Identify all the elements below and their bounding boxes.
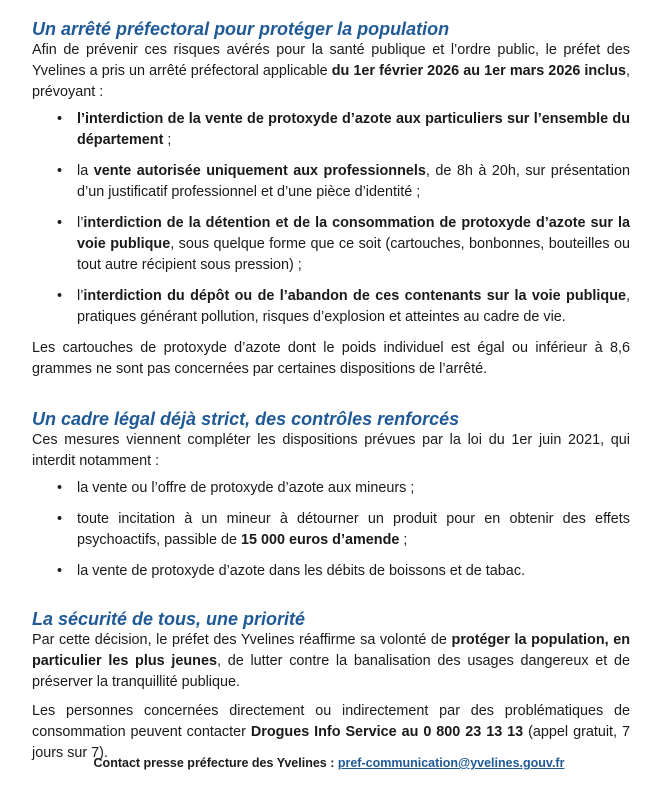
press-contact — [0, 756, 658, 770]
bullet-icon: • — [57, 288, 63, 304]
section-title-securite: La sécurité de tous, une priorité — [32, 609, 306, 629]
list-item: • l’interdiction de la vente de protoxyde d’azote aux particuliers sur l’ensemble du département ; — [57, 111, 630, 148]
section-securite — [32, 608, 630, 764]
list-item: • l’interdiction du dépôt ou de l’abandon de ces contenants sur la voie publique, pratiques générant pollution, risques d’explosion et atteintes au cadre de vie. — [57, 288, 630, 325]
section-title-cadre-legal: Un cadre légal déjà strict, des contrôles renforcés — [32, 409, 460, 429]
bullet-icon: • — [57, 215, 63, 231]
measures-list — [32, 109, 630, 328]
bullet-icon: • — [57, 563, 63, 579]
securite-paragraph-1: Par cette décision, le préfet des Yvelines réaffirme sa volonté de protéger la population, en particulier les plus jeunes, de lutter contre la banalisation des usages dangereux et de préserver la tranquillité publique. — [32, 632, 630, 690]
date-range: du 1er février 2026 au 1er mars 2026 inclus — [331, 63, 626, 79]
section-intro-cadre-legal: Ces mesures viennent compléter les dispositions prévues par la loi du 1er juin 2021, qui interdit notamment : — [32, 432, 630, 469]
list-item: • toute incitation à un mineur à détourner un produit pour en obtenir des effets psychoactifs, passible de 15 000 euros d’amende ; — [57, 511, 630, 548]
list-item: • la vente autorisée uniquement aux professionnels, de 8h à 20h, sur présentation d’un justificatif professionnel et d’une pièce d’identité ; — [57, 163, 630, 200]
list-item: • l’interdiction de la détention et de la consommation de protoxyde d’azote sur la voie publique, sous quelque forme que ce soit (cartouches, bonbonnes, bouteilles ou tout autre récipient sous pression) ; — [57, 215, 631, 273]
bullet-icon: • — [57, 480, 63, 496]
fine-amount: 15 000 euros d’amende — [240, 532, 400, 548]
list-item: • la vente de protoxyde d’azote dans les débits de boissons et de tabac. — [77, 561, 630, 582]
list-item: • la vente ou l’offre de protoxyde d’azote aux mineurs ; — [77, 478, 630, 499]
bullet-icon: • — [57, 511, 63, 527]
cartridge-note: Les cartouches de protoxyde d’azote dont le poids individuel est égal ou inférieur à 8,6 grammes ne sont pas concernées par certaines dispositions de l’arrêté. — [32, 340, 630, 377]
section-cadre-legal — [32, 408, 630, 582]
securite-paragraph-2: Les personnes concernées directement ou indirectement par des problématiques de consommation peuvent contacter Drogues Info Service au 0 800 23 13 13 (appel gratuit, 7 jours sur 7). — [32, 703, 631, 761]
helpline: Drogues Info Service au 0 800 23 13 13 — [250, 724, 524, 740]
section-title-arrete: Un arrêté préfectoral pour protéger la population — [32, 19, 450, 39]
bullet-icon: • — [57, 163, 63, 179]
section-arrete — [32, 18, 630, 380]
section-intro-arrete: Afin de prévenir ces risques avérés pour la santé publique et l’ordre public, le préfet des Yvelines a pris un arrêté préfectoral applicable du 1er février 2026 au 1er mars 2026 inclus, prévoyant : — [32, 42, 630, 100]
law-list — [32, 478, 630, 582]
press-contact-label: Contact presse préfecture des Yvelines : — [93, 756, 338, 770]
bullet-icon: • — [57, 111, 63, 127]
press-contact-email-link[interactable]: pref-communication@yvelines.gouv.fr — [337, 756, 565, 770]
